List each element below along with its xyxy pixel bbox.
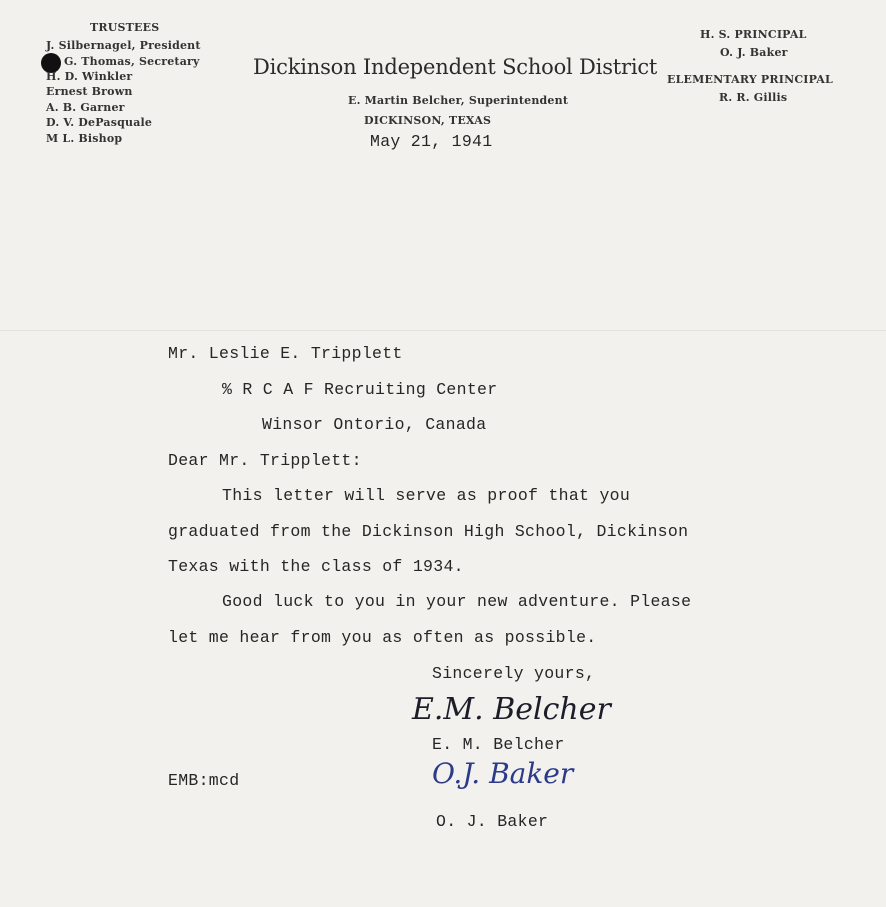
trustee: H. D. Winkler xyxy=(46,70,133,83)
body-line: Texas with the class of 1934. xyxy=(168,557,464,576)
hs-principal-heading: H. S. PRINCIPAL xyxy=(700,28,807,41)
body-line: This letter will serve as proof that you xyxy=(222,486,631,505)
trustee: M L. Bishop xyxy=(46,132,123,145)
trustee: J. Silbernagel, President xyxy=(46,39,201,52)
body-line: let me hear from you as often as possible. xyxy=(168,628,597,647)
signer-name: E. M. Belcher xyxy=(432,735,565,754)
closing: Sincerely yours, xyxy=(432,664,596,683)
elem-principal-heading: ELEMENTARY PRINCIPAL xyxy=(667,73,833,86)
salutation: Dear Mr. Tripplett: xyxy=(168,451,362,470)
typist-initials: EMB:mcd xyxy=(168,771,240,790)
address-line: % R C A F Recruiting Center xyxy=(222,380,498,399)
elem-principal: R. R. Gillis xyxy=(719,91,788,104)
location: DICKINSON, TEXAS xyxy=(364,114,492,127)
trustees-heading: TRUSTEES xyxy=(90,21,160,34)
address-line: Winsor Ontorio, Canada xyxy=(262,415,487,434)
paper-fold xyxy=(0,330,886,331)
address-line: Mr. Leslie E. Tripplett xyxy=(168,344,403,363)
trustee: Ernest Brown xyxy=(46,85,133,98)
trustee: D. V. DePasquale xyxy=(46,116,153,129)
body-line: Good luck to you in your new adventure. Please xyxy=(222,592,692,611)
trustee: A. B. Garner xyxy=(46,101,125,114)
date: May 21, 1941 xyxy=(370,132,493,151)
signer-name: O. J. Baker xyxy=(436,812,549,831)
superintendent: E. Martin Belcher, Superintendent xyxy=(348,94,569,107)
district-name: Dickinson Independent School District xyxy=(253,55,658,79)
trustee: G. Thomas, Secretary xyxy=(64,55,200,68)
hs-principal: O. J. Baker xyxy=(720,46,788,59)
signature-baker: O.J. Baker xyxy=(432,757,574,790)
body-line: graduated from the Dickinson High School, Dickinson xyxy=(168,522,689,541)
signature-belcher: E.M. Belcher xyxy=(412,692,611,727)
